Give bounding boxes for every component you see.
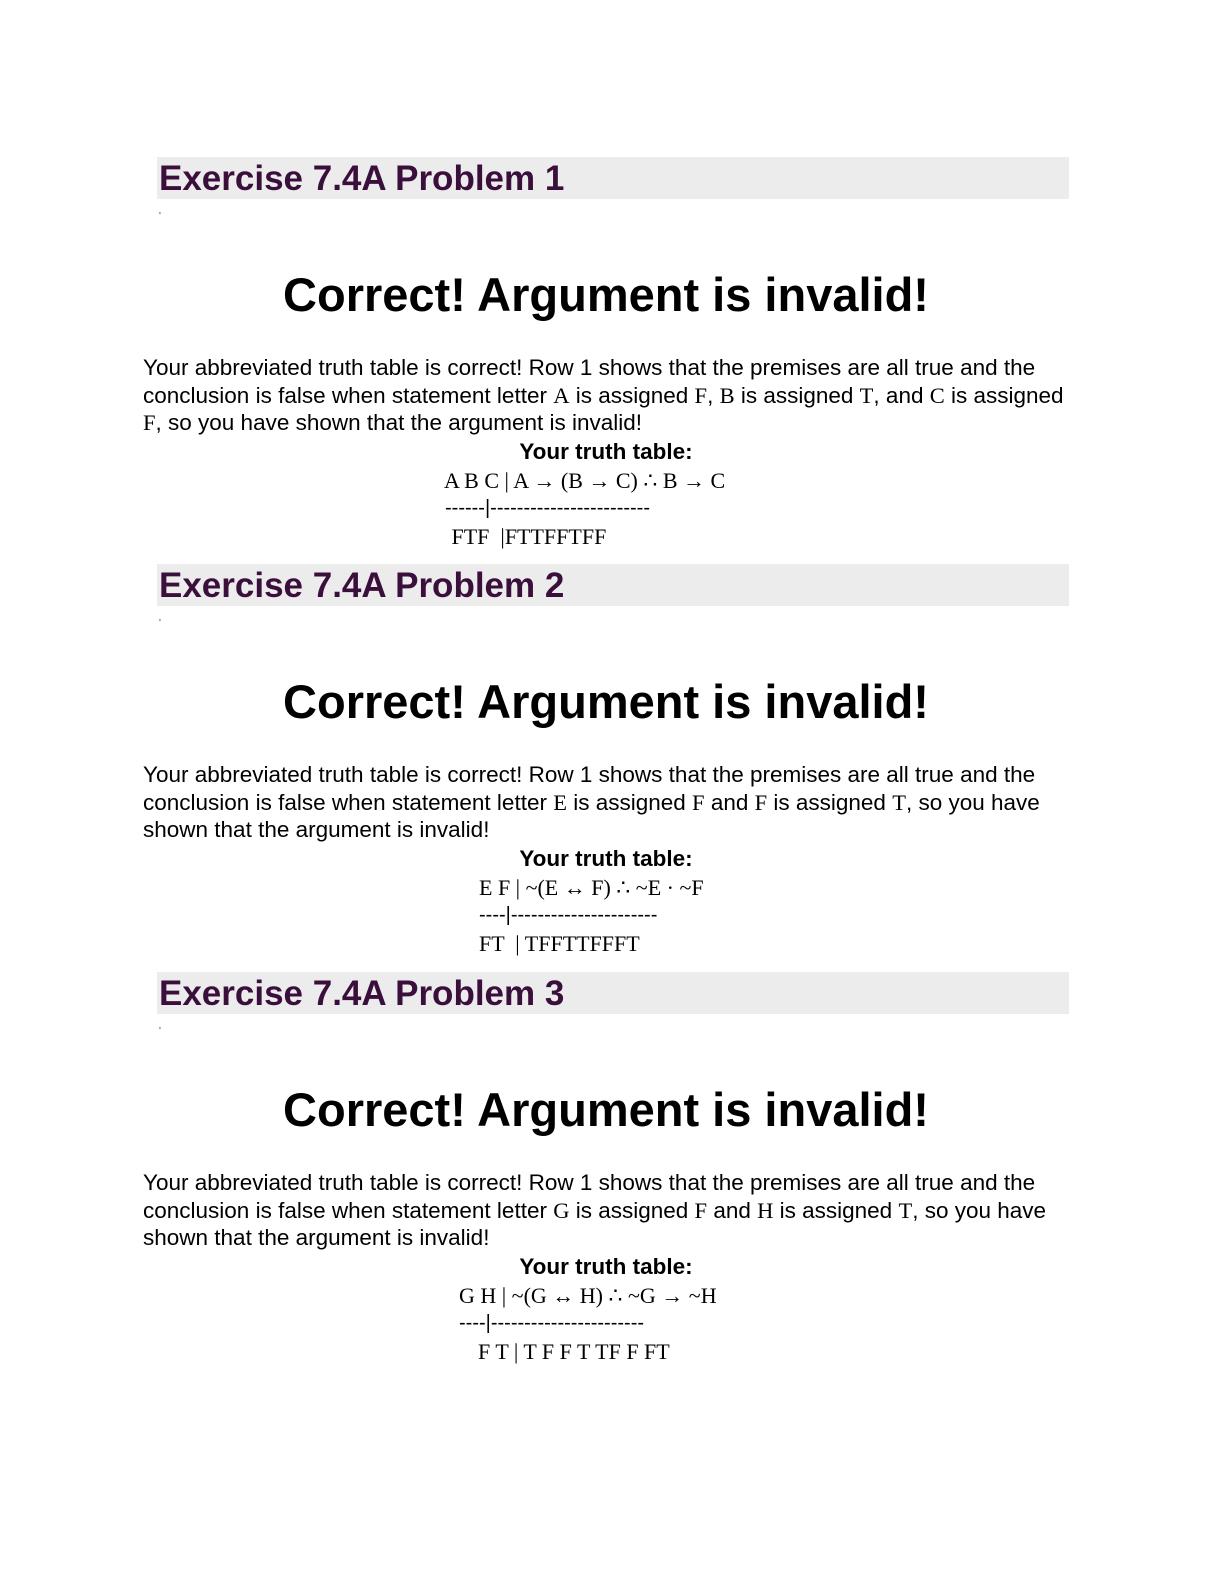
truth-value: T [892,789,906,815]
exercise-header [157,564,1069,606]
para-text: , so you have shown that the argument is invalid! [143,1197,1047,1250]
truth-table-separator: ------|------------------------ [445,497,650,519]
para-text: Your abbreviated truth table is correct! Row 1 shows that the premises are all true and the conclusion is false when statement letter [143,762,1036,815]
truth-value: F [692,789,705,815]
exercise-title: Exercise 7.4A Problem 1 [159,159,565,198]
para-text: is assigned [944,382,1064,408]
truth-value: F [694,1197,708,1223]
para-text: and [707,1197,758,1223]
exercise-header [157,972,1069,1014]
para-text: Your abbreviated truth table is correct! Row 1 shows that the premises are all true and the conclusion is false when statement letter [143,355,1036,408]
statement-letter: B [719,382,735,408]
result-heading: Correct! Argument is invalid! [283,1083,929,1136]
para-text: is assigned [566,789,693,815]
truth-value: T [898,1197,913,1223]
truth-table-heading: Your truth table: [519,1254,693,1279]
truth-table-heading: Your truth table: [519,846,693,871]
exercise-title: Exercise 7.4A Problem 2 [159,566,565,605]
statement-letter: F [754,789,768,815]
para-text: , and [873,382,930,408]
tick-mark: ' [159,211,161,222]
truth-table-heading: Your truth table: [519,439,693,464]
explanation-paragraph [143,354,1073,437]
truth-table-row: FTF |FTTFFTFF [446,524,607,549]
statement-letter: H [757,1197,774,1223]
truth-value: F [143,410,156,435]
para-text: , [707,382,720,408]
para-text: , so you have shown that the argument is invalid! [155,410,643,435]
statement-letter: C [929,382,945,408]
truth-table-header: G H | ~(G ↔ H) ∴ ~G → ~H [459,1283,717,1308]
statement-letter: E [553,789,567,815]
explanation-paragraph [143,1169,1073,1252]
tick-mark: ' [159,618,161,629]
para-text: is assigned [773,1197,899,1223]
para-text: , so you have shown that the argument is invalid! [143,789,1040,842]
para-text: is assigned [569,1197,695,1223]
para-text: is assigned [569,382,695,408]
truth-value: F [694,382,708,408]
tick-mark: ' [159,1026,161,1037]
para-text: Your abbreviated truth table is correct! Row 1 shows that the premises are all true and the conclusion is false when statement letter [143,1170,1036,1223]
exercise-title: Exercise 7.4A Problem 3 [159,974,565,1013]
truth-table-row: F T | T F F T TF F FT [478,1339,670,1364]
truth-table-header: E F | ~(E ↔ F) ∴ ~E · ~F [479,875,704,900]
truth-table-header: A B C | A → (B → C) ∴ B → C [444,468,726,493]
result-heading: Correct! Argument is invalid! [283,675,929,728]
result-heading: Correct! Argument is invalid! [283,268,929,321]
problem-2 [0,564,1224,964]
statement-letter: G [553,1197,570,1223]
truth-table-separator: ----|---------------------- [479,904,658,926]
para-text: and [704,789,755,815]
exercise-header [157,157,1069,199]
explanation-paragraph [143,761,1073,844]
problem-1 [0,157,1224,557]
para-text: is assigned [767,789,893,815]
para-text: is assigned [734,382,860,408]
truth-table-separator: ----|----------------------- [459,1312,645,1334]
statement-letter: A [553,382,570,408]
truth-table-row: FT | TFFTTFFFT [479,931,640,956]
problem-3 [0,972,1224,1372]
truth-value: T [859,382,874,408]
